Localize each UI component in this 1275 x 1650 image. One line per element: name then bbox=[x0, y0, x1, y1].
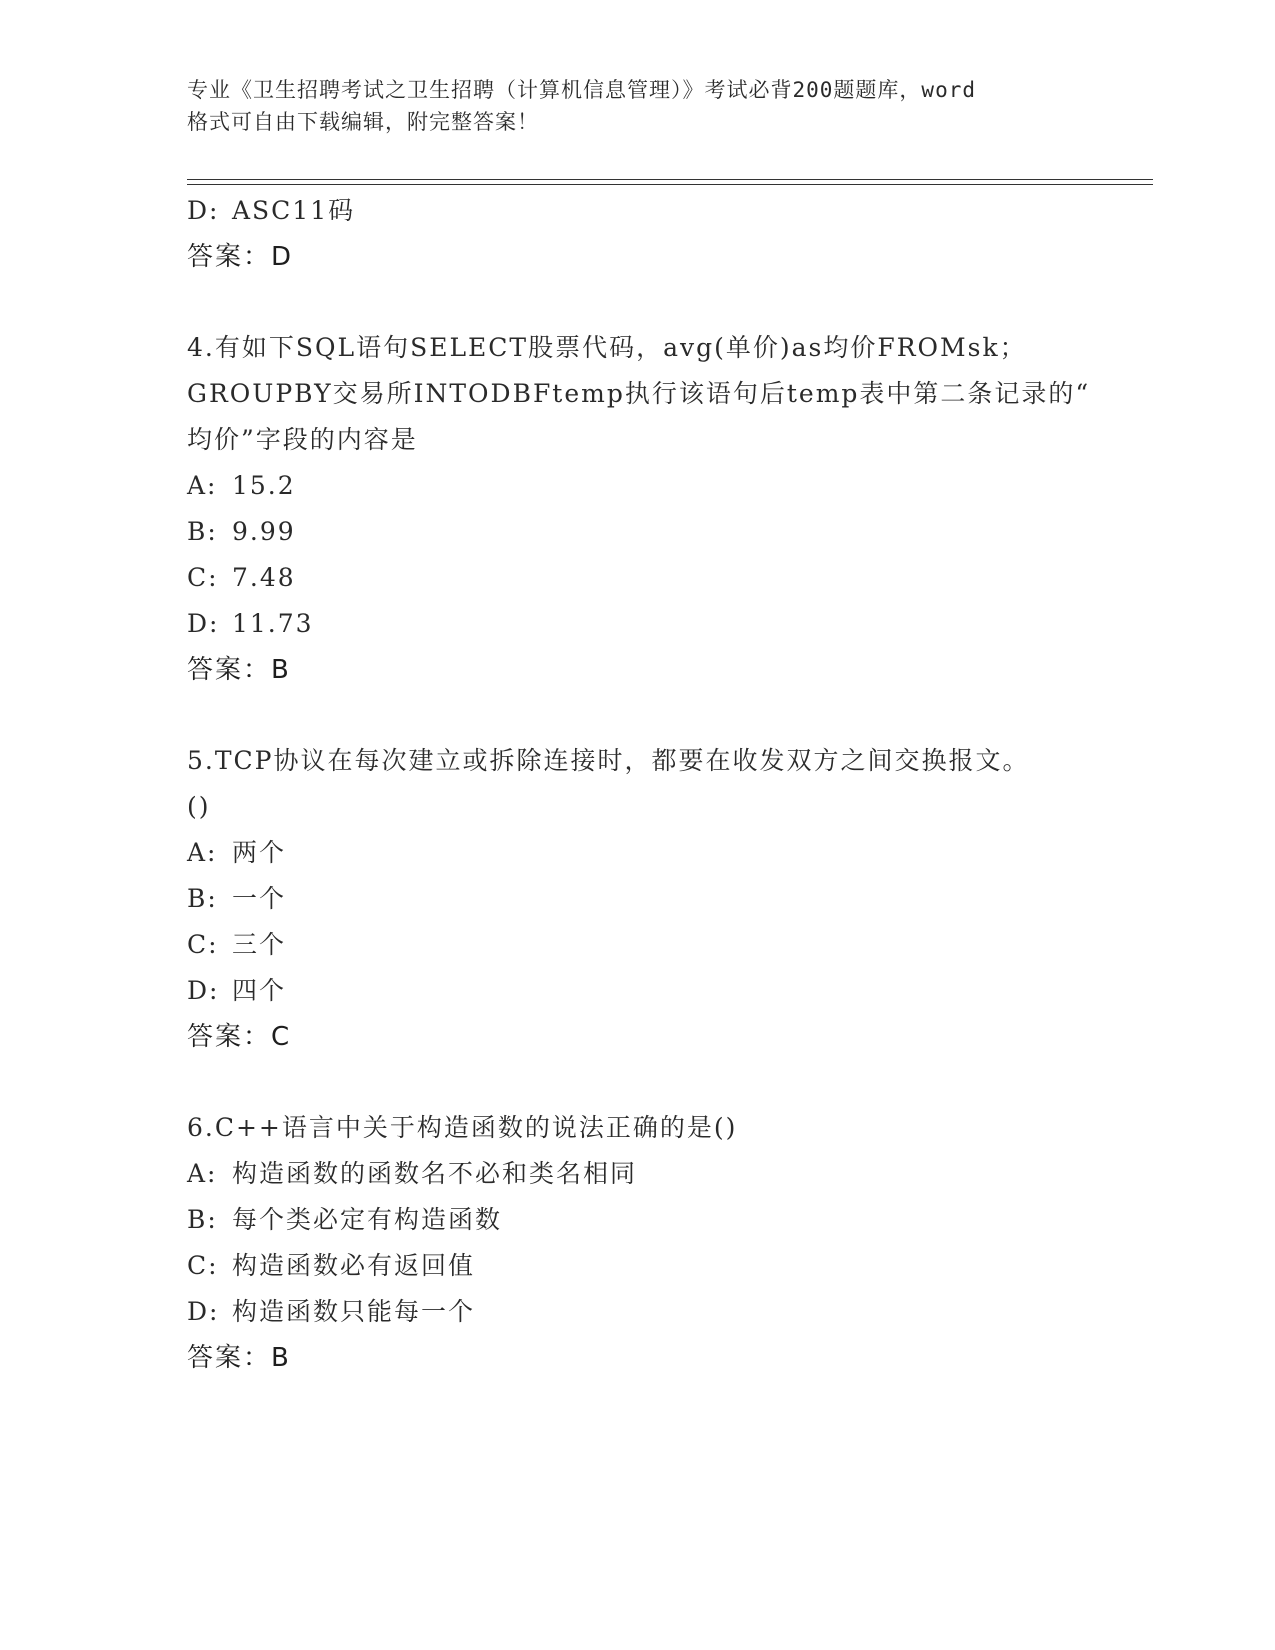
document-header bbox=[187, 74, 1087, 138]
option-d bbox=[187, 601, 1137, 647]
question-6 bbox=[187, 1105, 1137, 1381]
question-text: () bbox=[187, 792, 211, 821]
option-label: D: bbox=[187, 609, 220, 638]
option-text: 11.73 bbox=[232, 609, 314, 638]
option-a bbox=[187, 463, 1137, 509]
option-c bbox=[187, 555, 1137, 601]
option-text: 一个 bbox=[232, 884, 287, 913]
option-b bbox=[187, 509, 1137, 555]
option-a bbox=[187, 1151, 1137, 1197]
option-label: C: bbox=[187, 1251, 219, 1280]
option-d bbox=[187, 1289, 1137, 1335]
answer-line: 答案：B bbox=[187, 655, 291, 685]
option-text: 每个类必定有构造函数 bbox=[232, 1205, 503, 1234]
header-divider-bottom bbox=[187, 184, 1153, 185]
spacer bbox=[187, 1060, 1137, 1105]
question-text: 4.有如下SQL语句SELECT股票代码，avg(单价)as均价FROMsk； bbox=[187, 333, 1027, 362]
spacer bbox=[187, 280, 1137, 325]
option-label: B: bbox=[187, 517, 218, 546]
option-c bbox=[187, 1243, 1137, 1289]
option-b bbox=[187, 1197, 1137, 1243]
question-5 bbox=[187, 738, 1137, 1060]
option-label: A: bbox=[187, 471, 218, 500]
document-body bbox=[187, 188, 1137, 1381]
option-text: 15.2 bbox=[232, 471, 296, 500]
option-label: C: bbox=[187, 563, 219, 592]
question-3-tail bbox=[187, 188, 1137, 280]
option-text: 构造函数只能每一个 bbox=[232, 1297, 476, 1326]
option-text: ASC11码 bbox=[232, 196, 356, 225]
option-text: 两个 bbox=[232, 838, 287, 867]
spacer bbox=[187, 693, 1137, 738]
option-a bbox=[187, 830, 1137, 876]
option-d bbox=[187, 188, 1137, 234]
question-4 bbox=[187, 325, 1137, 693]
answer-line: 答案：B bbox=[187, 1343, 291, 1373]
option-text: 9.99 bbox=[232, 517, 296, 546]
question-text: GROUPBY交易所INTODBFtemp执行该语句后temp表中第二条记录的“ bbox=[187, 379, 1091, 408]
option-label: B: bbox=[187, 1205, 218, 1234]
option-label: A: bbox=[187, 838, 218, 867]
option-label: D: bbox=[187, 1297, 220, 1326]
option-text: 四个 bbox=[232, 976, 287, 1005]
option-b bbox=[187, 876, 1137, 922]
question-text: 均价”字段的内容是 bbox=[187, 425, 418, 454]
option-d bbox=[187, 968, 1137, 1014]
option-c bbox=[187, 922, 1137, 968]
header-line-1: 专业《卫生招聘考试之卫生招聘（计算机信息管理）》考试必背200题题库，word bbox=[187, 78, 976, 102]
option-label: A: bbox=[187, 1159, 218, 1188]
option-label: D: bbox=[187, 976, 220, 1005]
header-line-2: 格式可自由下载编辑，附完整答案！ bbox=[187, 110, 539, 134]
option-label: B: bbox=[187, 884, 218, 913]
option-text: 构造函数的函数名不必和类名相同 bbox=[232, 1159, 638, 1188]
question-text: 6.C++语言中关于构造函数的说法正确的是() bbox=[187, 1113, 738, 1142]
answer-line: 答案：D bbox=[187, 242, 294, 272]
option-text: 三个 bbox=[232, 930, 287, 959]
option-label: C: bbox=[187, 930, 219, 959]
header-divider-top bbox=[187, 179, 1153, 180]
option-label: D: bbox=[187, 196, 220, 225]
option-text: 构造函数必有返回值 bbox=[232, 1251, 476, 1280]
answer-line: 答案：C bbox=[187, 1022, 292, 1052]
question-text: 5.TCP协议在每次建立或拆除连接时，都要在收发双方之间交换报文。 bbox=[187, 746, 1030, 775]
option-text: 7.48 bbox=[232, 563, 296, 592]
